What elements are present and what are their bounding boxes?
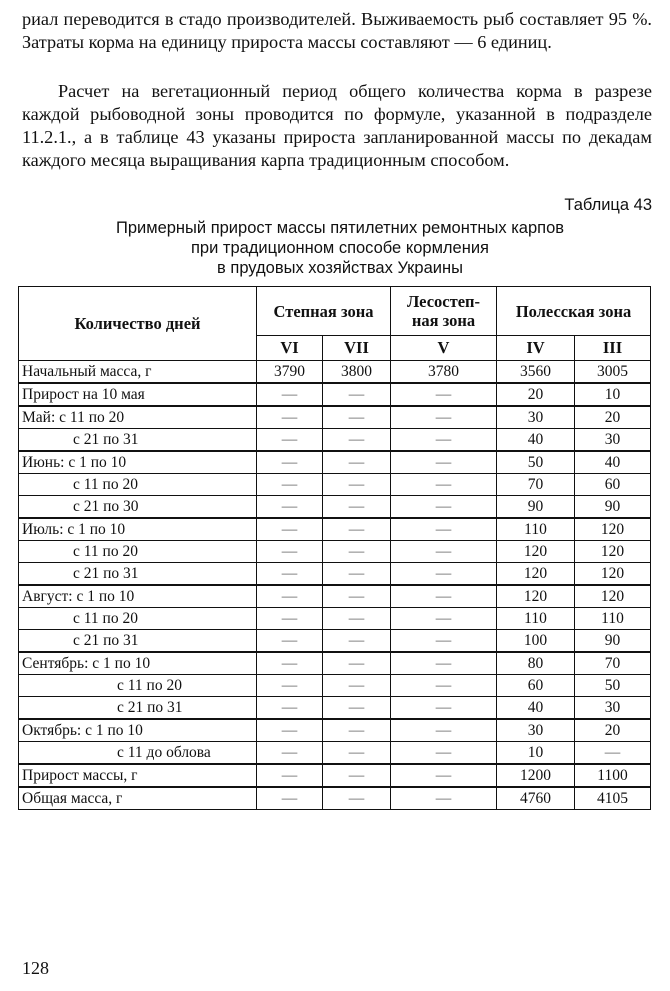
growth-table [18,286,651,810]
cell-value: 3560 [497,361,575,384]
row-label: с 11 по 20 [19,675,257,697]
row-label: с 21 по 30 [19,496,257,519]
cell-value: — [391,719,497,742]
row-label: Сентябрь: с 1 по 10 [19,652,257,675]
cell-value: 120 [497,585,575,608]
header-sub-iv: IV [497,336,575,361]
cell-value: 3800 [323,361,391,384]
table-row [19,652,651,675]
cell-value: — [323,652,391,675]
cell-value: — [391,383,497,406]
cell-value: — [257,764,323,787]
row-label: Июнь: с 1 по 10 [19,451,257,474]
table-row [19,563,651,586]
cell-value: — [257,630,323,653]
cell-value: — [391,563,497,586]
cell-value: — [257,383,323,406]
table-row [19,697,651,720]
cell-value: — [257,585,323,608]
cell-value: — [323,563,391,586]
cell-value: — [323,474,391,496]
cell-value: — [323,742,391,765]
header-steppe-zone: Степная зона [257,287,391,336]
table-body [19,361,651,810]
table-row [19,451,651,474]
cell-value: 3790 [257,361,323,384]
cell-value: — [323,541,391,563]
cell-value: 30 [575,697,651,720]
header-polesie-zone: Полесская зона [497,287,651,336]
cell-value: 90 [575,630,651,653]
cell-value: — [257,406,323,429]
row-label: Июль: с 1 по 10 [19,518,257,541]
cell-value: — [323,585,391,608]
cell-value: 70 [497,474,575,496]
row-label: Общая масса, г [19,787,257,810]
cell-value: — [391,429,497,452]
table-title-line-3: в прудовых хозяйствах Украины [217,259,463,277]
paragraph-2: Расчет на вегетационный период общего количества корма в разрезе каждой рыбоводной зоны проводится по формуле, указанной в подразделе 11.2.1., а в таблице 43 указаны прироста запланированной массы по декадам каждого месяца выращивания карпа традиционным способом. [22,81,652,170]
cell-value: 4105 [575,787,651,810]
cell-value: 120 [575,541,651,563]
cell-value: — [323,383,391,406]
cell-value: 120 [497,563,575,586]
cell-value: — [323,675,391,697]
cell-value: — [391,541,497,563]
cell-value: 110 [575,608,651,630]
cell-value: — [391,496,497,519]
row-label: с 11 по 20 [19,608,257,630]
row-label: с 11 до облова [19,742,257,765]
row-label: Прирост массы, г [19,764,257,787]
cell-value: — [323,608,391,630]
cell-value: 1200 [497,764,575,787]
table-row [19,383,651,406]
cell-value: — [257,474,323,496]
table-row [19,429,651,452]
cell-value: — [257,742,323,765]
table-row [19,585,651,608]
cell-value: 4760 [497,787,575,810]
cell-value: — [257,787,323,810]
page-number: 128 [22,958,49,978]
cell-value: — [257,697,323,720]
cell-value: — [257,675,323,697]
row-label: Начальный масса, г [19,361,257,384]
table-title [20,218,660,278]
cell-value: — [323,719,391,742]
cell-value: 110 [497,608,575,630]
cell-value: — [323,697,391,720]
cell-value: — [323,429,391,452]
cell-value: — [323,496,391,519]
cell-value: 40 [497,429,575,452]
cell-value: 30 [497,719,575,742]
cell-value: 60 [575,474,651,496]
row-label: Прирост на 10 мая [19,383,257,406]
cell-value: 30 [497,406,575,429]
table-row [19,518,651,541]
cell-value: — [391,787,497,810]
cell-value: 40 [575,451,651,474]
header-days: Количество дней [19,287,257,361]
row-label: с 21 по 31 [19,697,257,720]
header-sub-iii: III [575,336,651,361]
cell-value: — [257,429,323,452]
cell-value: 60 [497,675,575,697]
table-row [19,675,651,697]
table-row [19,406,651,429]
table-row [19,742,651,765]
table-title-line-1: Примерный прирост массы пятилетних ремонтных карпов [115,219,565,237]
cell-value: — [257,541,323,563]
table-row [19,630,651,653]
table-row [19,496,651,519]
cell-value: 50 [497,451,575,474]
cell-value: — [323,630,391,653]
cell-value: 40 [497,697,575,720]
cell-value: — [391,518,497,541]
row-label: с 11 по 20 [19,541,257,563]
cell-value: — [257,652,323,675]
row-label: Октябрь: с 1 по 10 [19,719,257,742]
cell-value: — [391,406,497,429]
cell-value: 120 [575,518,651,541]
table-row [19,764,651,787]
cell-value: 120 [497,541,575,563]
cell-value: 120 [575,563,651,586]
row-label: с 11 по 20 [19,474,257,496]
cell-value: — [323,518,391,541]
cell-value: 20 [575,719,651,742]
table-row [19,719,651,742]
cell-value: 100 [497,630,575,653]
cell-value: — [575,742,651,765]
row-label: Август: с 1 по 10 [19,585,257,608]
row-label: Май: с 11 по 20 [19,406,257,429]
cell-value: — [257,496,323,519]
cell-value: — [323,787,391,810]
cell-value: 80 [497,652,575,675]
cell-value: — [391,652,497,675]
table-row [19,361,651,384]
paragraph-1: риал переводится в стадо производителей. Выживаемость рыб составляет 95 %. Затраты корма на единицу прироста массы составляют — 6 единиц. [22,9,652,52]
cell-value: 20 [575,406,651,429]
cell-value: — [391,742,497,765]
table-row [19,474,651,496]
cell-value: 3780 [391,361,497,384]
cell-value: 120 [575,585,651,608]
header-forest-steppe-line-1: Лесостеп- [406,292,481,311]
cell-value: — [391,585,497,608]
table-row [19,608,651,630]
cell-value: 90 [575,496,651,519]
header-sub-vi: VI [257,336,323,361]
cell-value: — [391,630,497,653]
header-forest-steppe-line-2: ная зона [411,311,476,330]
row-label: с 21 по 31 [19,563,257,586]
cell-value: — [323,406,391,429]
cell-value: 70 [575,652,651,675]
cell-value: — [257,563,323,586]
cell-value: — [391,764,497,787]
cell-value: — [391,675,497,697]
cell-value: 1100 [575,764,651,787]
table-title-line-2: при традиционном способе кормления [190,239,489,257]
table-label: Таблица 43 [564,196,652,214]
cell-value: 30 [575,429,651,452]
cell-value: 20 [497,383,575,406]
cell-value: — [391,608,497,630]
header-sub-vii: VII [323,336,391,361]
cell-value: — [257,451,323,474]
cell-value: 50 [575,675,651,697]
cell-value: 10 [575,383,651,406]
row-label: с 21 по 31 [19,429,257,452]
row-label: с 21 по 31 [19,630,257,653]
cell-value: — [391,451,497,474]
cell-value: — [323,451,391,474]
cell-value: 110 [497,518,575,541]
table-row [19,787,651,810]
header-forest-steppe-zone [391,287,497,336]
cell-value: 90 [497,496,575,519]
cell-value: — [257,518,323,541]
cell-value: 10 [497,742,575,765]
cell-value: — [391,474,497,496]
header-sub-v: V [391,336,497,361]
cell-value: — [391,697,497,720]
cell-value: — [323,764,391,787]
cell-value: — [257,608,323,630]
cell-value: 3005 [575,361,651,384]
cell-value: — [257,719,323,742]
table-row [19,541,651,563]
